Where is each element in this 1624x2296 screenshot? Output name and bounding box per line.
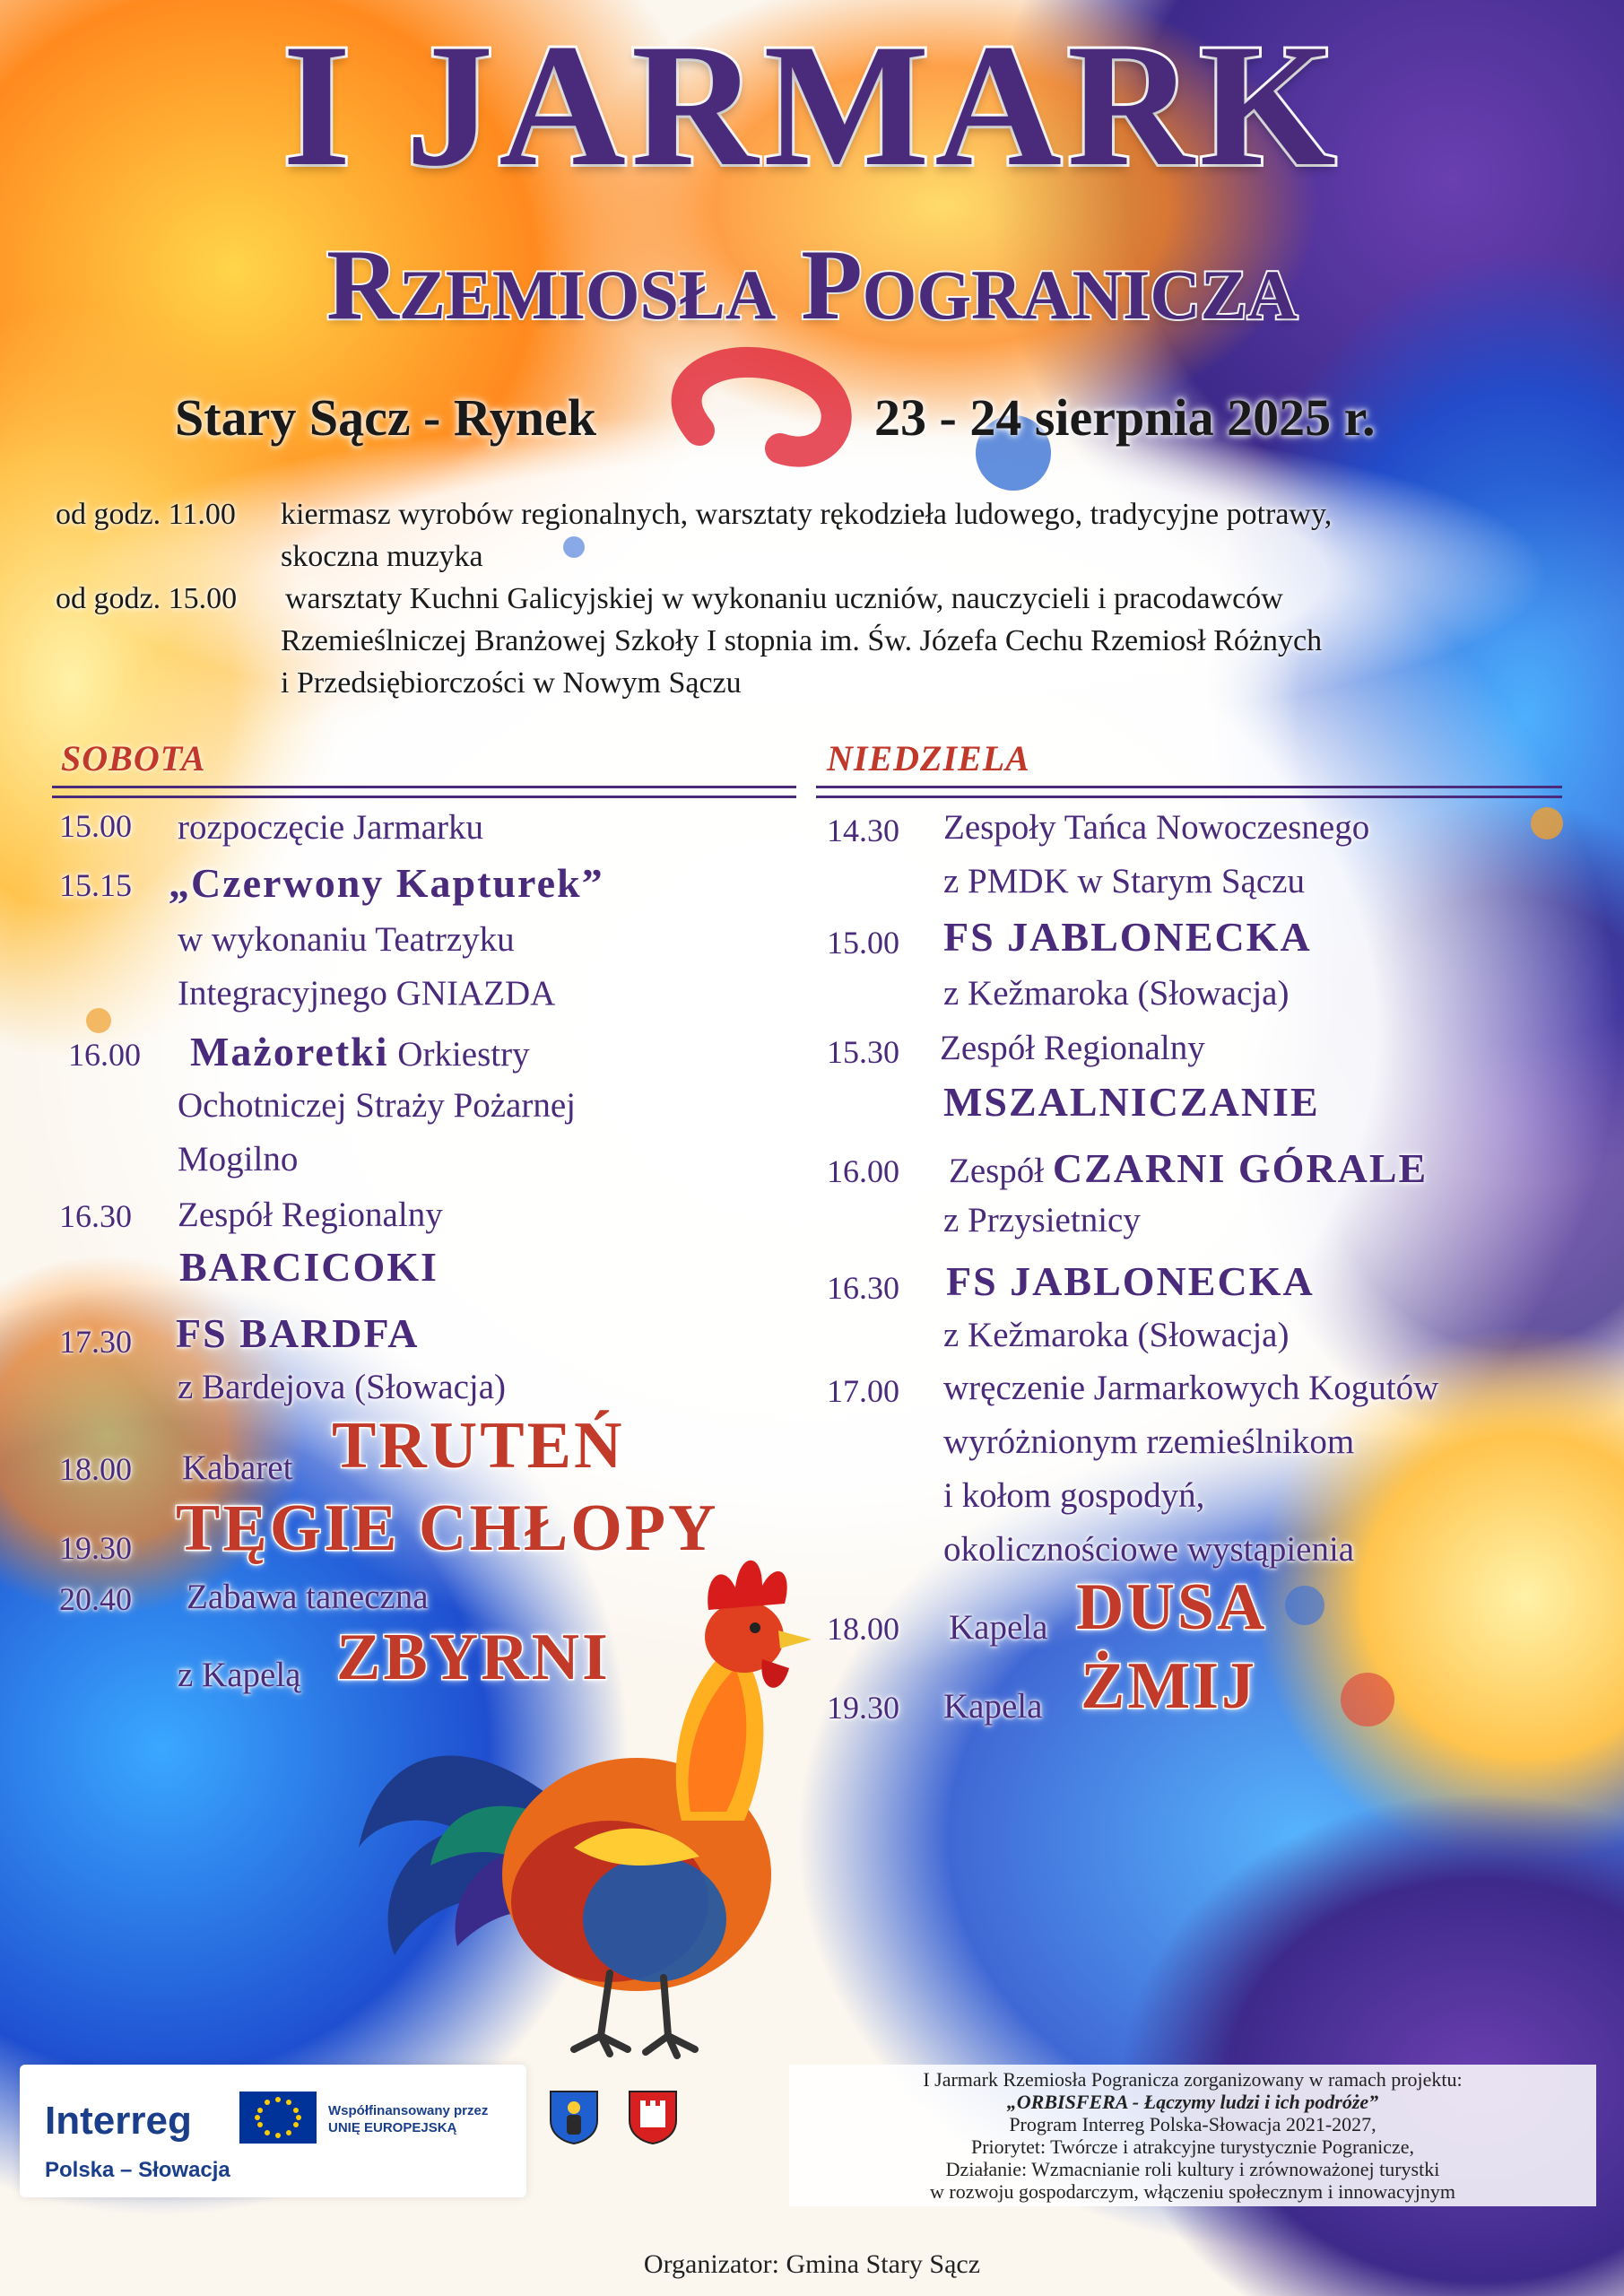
sun-event: wręczenie Jarmarkowych Kogutów — [943, 1369, 1439, 1407]
sat-event-line: Ochotniczej Straży Pożarnej — [178, 1086, 576, 1125]
sat-event-big: ZBYRNI — [336, 1621, 611, 1694]
sun-event-line: okolicznościowe wystąpienia — [943, 1530, 1355, 1569]
project-line: Priorytet: Twórcze i atrakcyjne turystycznie Pogranicze, — [970, 2135, 1415, 2158]
project-line: Program Interreg Polska-Słowacja 2021-2027, — [1009, 2113, 1376, 2135]
eu-cofinanced-label: Współfinansowany przez — [328, 2103, 489, 2118]
event-date: 23 - 24 sierpnia 2025 r. — [874, 388, 1376, 447]
project-info — [789, 2065, 1596, 2206]
project-line: Działanie: Wzmacnianie roli kultury i zrównoważonej turystki — [945, 2158, 1440, 2180]
divider — [816, 786, 1562, 798]
sat-event-bold: Mażoretki — [190, 1029, 389, 1074]
sun-event-big: ŻMIJ — [1081, 1649, 1257, 1723]
sat-event: Kabaret — [182, 1448, 293, 1487]
organizer: Organizator: Gmina Stary Sącz — [643, 2249, 981, 2279]
divider — [52, 786, 796, 798]
sat-event-line: w wykonaniu Teatrzyku — [178, 920, 515, 959]
sun-event-line: z Przysietnicy — [943, 1201, 1141, 1239]
eu-flag-icon — [239, 2092, 317, 2144]
sun-event-bold: FS JABLONECKA — [946, 1258, 1315, 1304]
sun-event-line: z PMDK w Starym Sączu — [943, 862, 1305, 900]
sun-event-line: z Kežmaroka (Słowacja) — [943, 974, 1290, 1013]
sun-event-line: z Kežmaroka (Słowacja) — [943, 1316, 1290, 1354]
program-region: Polska – Słowacja — [45, 2158, 230, 2182]
sat-time: 16.30 — [59, 1198, 132, 1234]
sun-time: 19.30 — [827, 1690, 899, 1726]
sat-event-bold: BARCICOKI — [179, 1244, 439, 1290]
funding-logos — [20, 2065, 526, 2197]
sat-time: 15.00 — [59, 808, 132, 844]
sun-event-bold: FS JABLONECKA — [943, 914, 1312, 960]
intro-time-1: od godz. 11.00 — [56, 498, 236, 531]
sat-time: 19.30 — [59, 1530, 132, 1566]
sun-event-bold: MSZALNICZANIE — [943, 1079, 1320, 1125]
sat-event: rozpoczęcie Jarmarku — [178, 808, 484, 847]
day-sunday: NIEDZIELA — [827, 738, 1030, 778]
sat-event: Orkiestry — [397, 1035, 530, 1074]
sun-event-line: i kołom gospodyń, — [943, 1476, 1205, 1515]
sun-event: Kapela — [943, 1687, 1043, 1726]
sat-event-line: z Kapelą — [178, 1656, 301, 1694]
sun-time: 15.00 — [827, 925, 899, 961]
day-saturday: SOBOTA — [61, 738, 206, 778]
sun-time: 16.00 — [827, 1153, 899, 1189]
sat-event-line: z Bardejova (Słowacja) — [178, 1368, 507, 1406]
sat-event: Zabawa taneczna — [187, 1578, 429, 1616]
sun-event: Zespół Regionalny — [940, 1029, 1205, 1067]
sat-event: Zespół Regionalny — [178, 1196, 443, 1234]
sat-time: 20.40 — [59, 1581, 132, 1617]
sat-event-big: TRUTEŃ — [332, 1409, 625, 1483]
event-title: I JARMARK — [282, 8, 1342, 203]
sun-event-bold: CZARNI GÓRALE — [1052, 1145, 1429, 1191]
project-name: „ORBISFERA - Łączymy ludzi i ich podróże” — [1006, 2091, 1379, 2113]
event-subtitle: Rzemiosła Pogranicza — [326, 230, 1298, 341]
sat-time: 16.00 — [68, 1037, 141, 1073]
sat-time: 17.30 — [59, 1324, 132, 1360]
sat-event-bold: FS BARDFA — [176, 1310, 420, 1356]
sat-event-line: Mogilno — [178, 1140, 299, 1178]
sat-event-line: Integracyjnego GNIAZDA — [178, 974, 556, 1013]
sun-time: 17.00 — [827, 1373, 899, 1409]
sat-time: 15.15 — [59, 867, 132, 903]
sun-event: Zespoły Tańca Nowoczesnego — [943, 808, 1370, 847]
sun-time: 14.30 — [827, 813, 899, 848]
project-line: I Jarmark Rzemiosła Pogranicza zorganizowany w ramach projektu: — [923, 2068, 1463, 2091]
intro-line: skoczna muzyka — [281, 540, 483, 573]
intro-line: kiermasz wyrobów regionalnych, warsztaty rękodzieła ludowego, tradycyjne potrawy, — [281, 498, 1333, 531]
intro-time-2: od godz. 15.00 — [56, 582, 238, 615]
project-line: w rozwoju gospodarczym, włączeniu społecznym i innowacyjnym — [930, 2180, 1455, 2203]
sun-time: 16.30 — [827, 1270, 899, 1306]
sun-time: 18.00 — [827, 1611, 899, 1647]
event-place: Stary Sącz - Rynek — [175, 388, 596, 447]
sat-event-big: TĘGIE CHŁOPY — [176, 1492, 719, 1565]
eu-name-label: UNIĘ EUROPEJSKĄ — [328, 2120, 457, 2135]
sun-event-line: wyróżnionym rzemieślnikom — [943, 1422, 1355, 1461]
stary-sacz-coat-of-arms-icon — [549, 2090, 599, 2145]
intro-line: Rzemieślniczej Branżowej Szkoły I stopnia im. Św. Józefa Cechu Rzemiosł Różnych — [281, 624, 1323, 657]
interreg-logo: Interreg — [45, 2099, 192, 2143]
sat-event-bold: „Czerwony Kapturek” — [169, 860, 604, 906]
intro-line: i Przedsiębiorczości w Nowym Sączu — [281, 666, 742, 700]
sun-event-big: DUSA — [1076, 1570, 1268, 1644]
red-coat-of-arms-icon — [628, 2090, 678, 2145]
sun-event: Zespół — [949, 1152, 1045, 1190]
sun-event: Kapela — [949, 1608, 1048, 1647]
sat-time: 18.00 — [59, 1451, 132, 1487]
sun-time: 15.30 — [827, 1034, 899, 1070]
intro-line: warsztaty Kuchni Galicyjskiej w wykonaniu uczniów, nauczycieli i pracodawców — [285, 582, 1283, 615]
